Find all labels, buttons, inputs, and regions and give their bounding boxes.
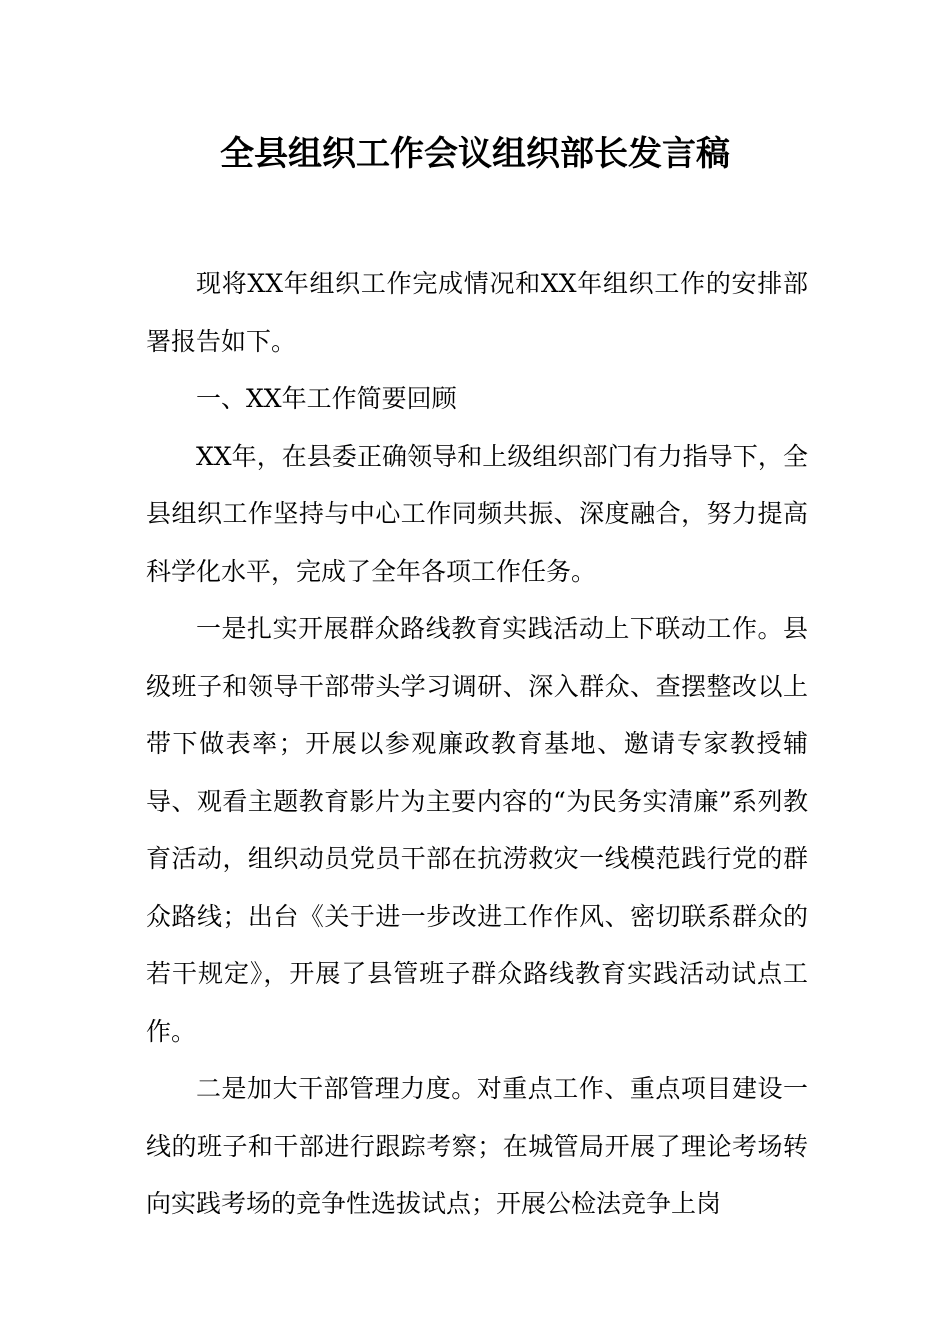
document-title: 全县组织工作会议组织部长发言稿 (220, 134, 730, 174)
section-heading: 一、XX年工作简要回顾 (196, 384, 457, 413)
paragraph-point-one: 一是扎实开展群众路线教育实践活动上下联动工作。县级班子和领导干部带头学习调研、深入群众、查摆整改以上带下做表率；开展以参观廉政教育基地、邀请专家教授辅导、观看主题教育影片为主要内容的“为民务实清廉”系列教育活动，组织动员党员干部在抗涝救灾一线模范践行党的群众路线；出台《关于进一步改进工作作风、密切联系群众的若干规定》，开展了县管班子群众路线教育实践活动试点工作。 (146, 614, 808, 1046)
paragraph-overview: XX年，在县委正确领导和上级组织部门有力指导下，全县组织工作坚持与中心工作同频共振、深度融合，努力提高科学化水平，完成了全年各项工作任务。 (146, 441, 808, 586)
paragraph-point-two: 二是加大干部管理力度。对重点工作、重点项目建设一线的班子和干部进行跟踪考察；在城管局开展了理论考场转向实践考场的竞争性选拔试点；开展公检法竞争上岗 (146, 1074, 808, 1218)
document-body (146, 255, 808, 1233)
paragraph-intro: 现将XX年组织工作完成情况和XX年组织工作的安排部署报告如下。 (146, 269, 808, 356)
